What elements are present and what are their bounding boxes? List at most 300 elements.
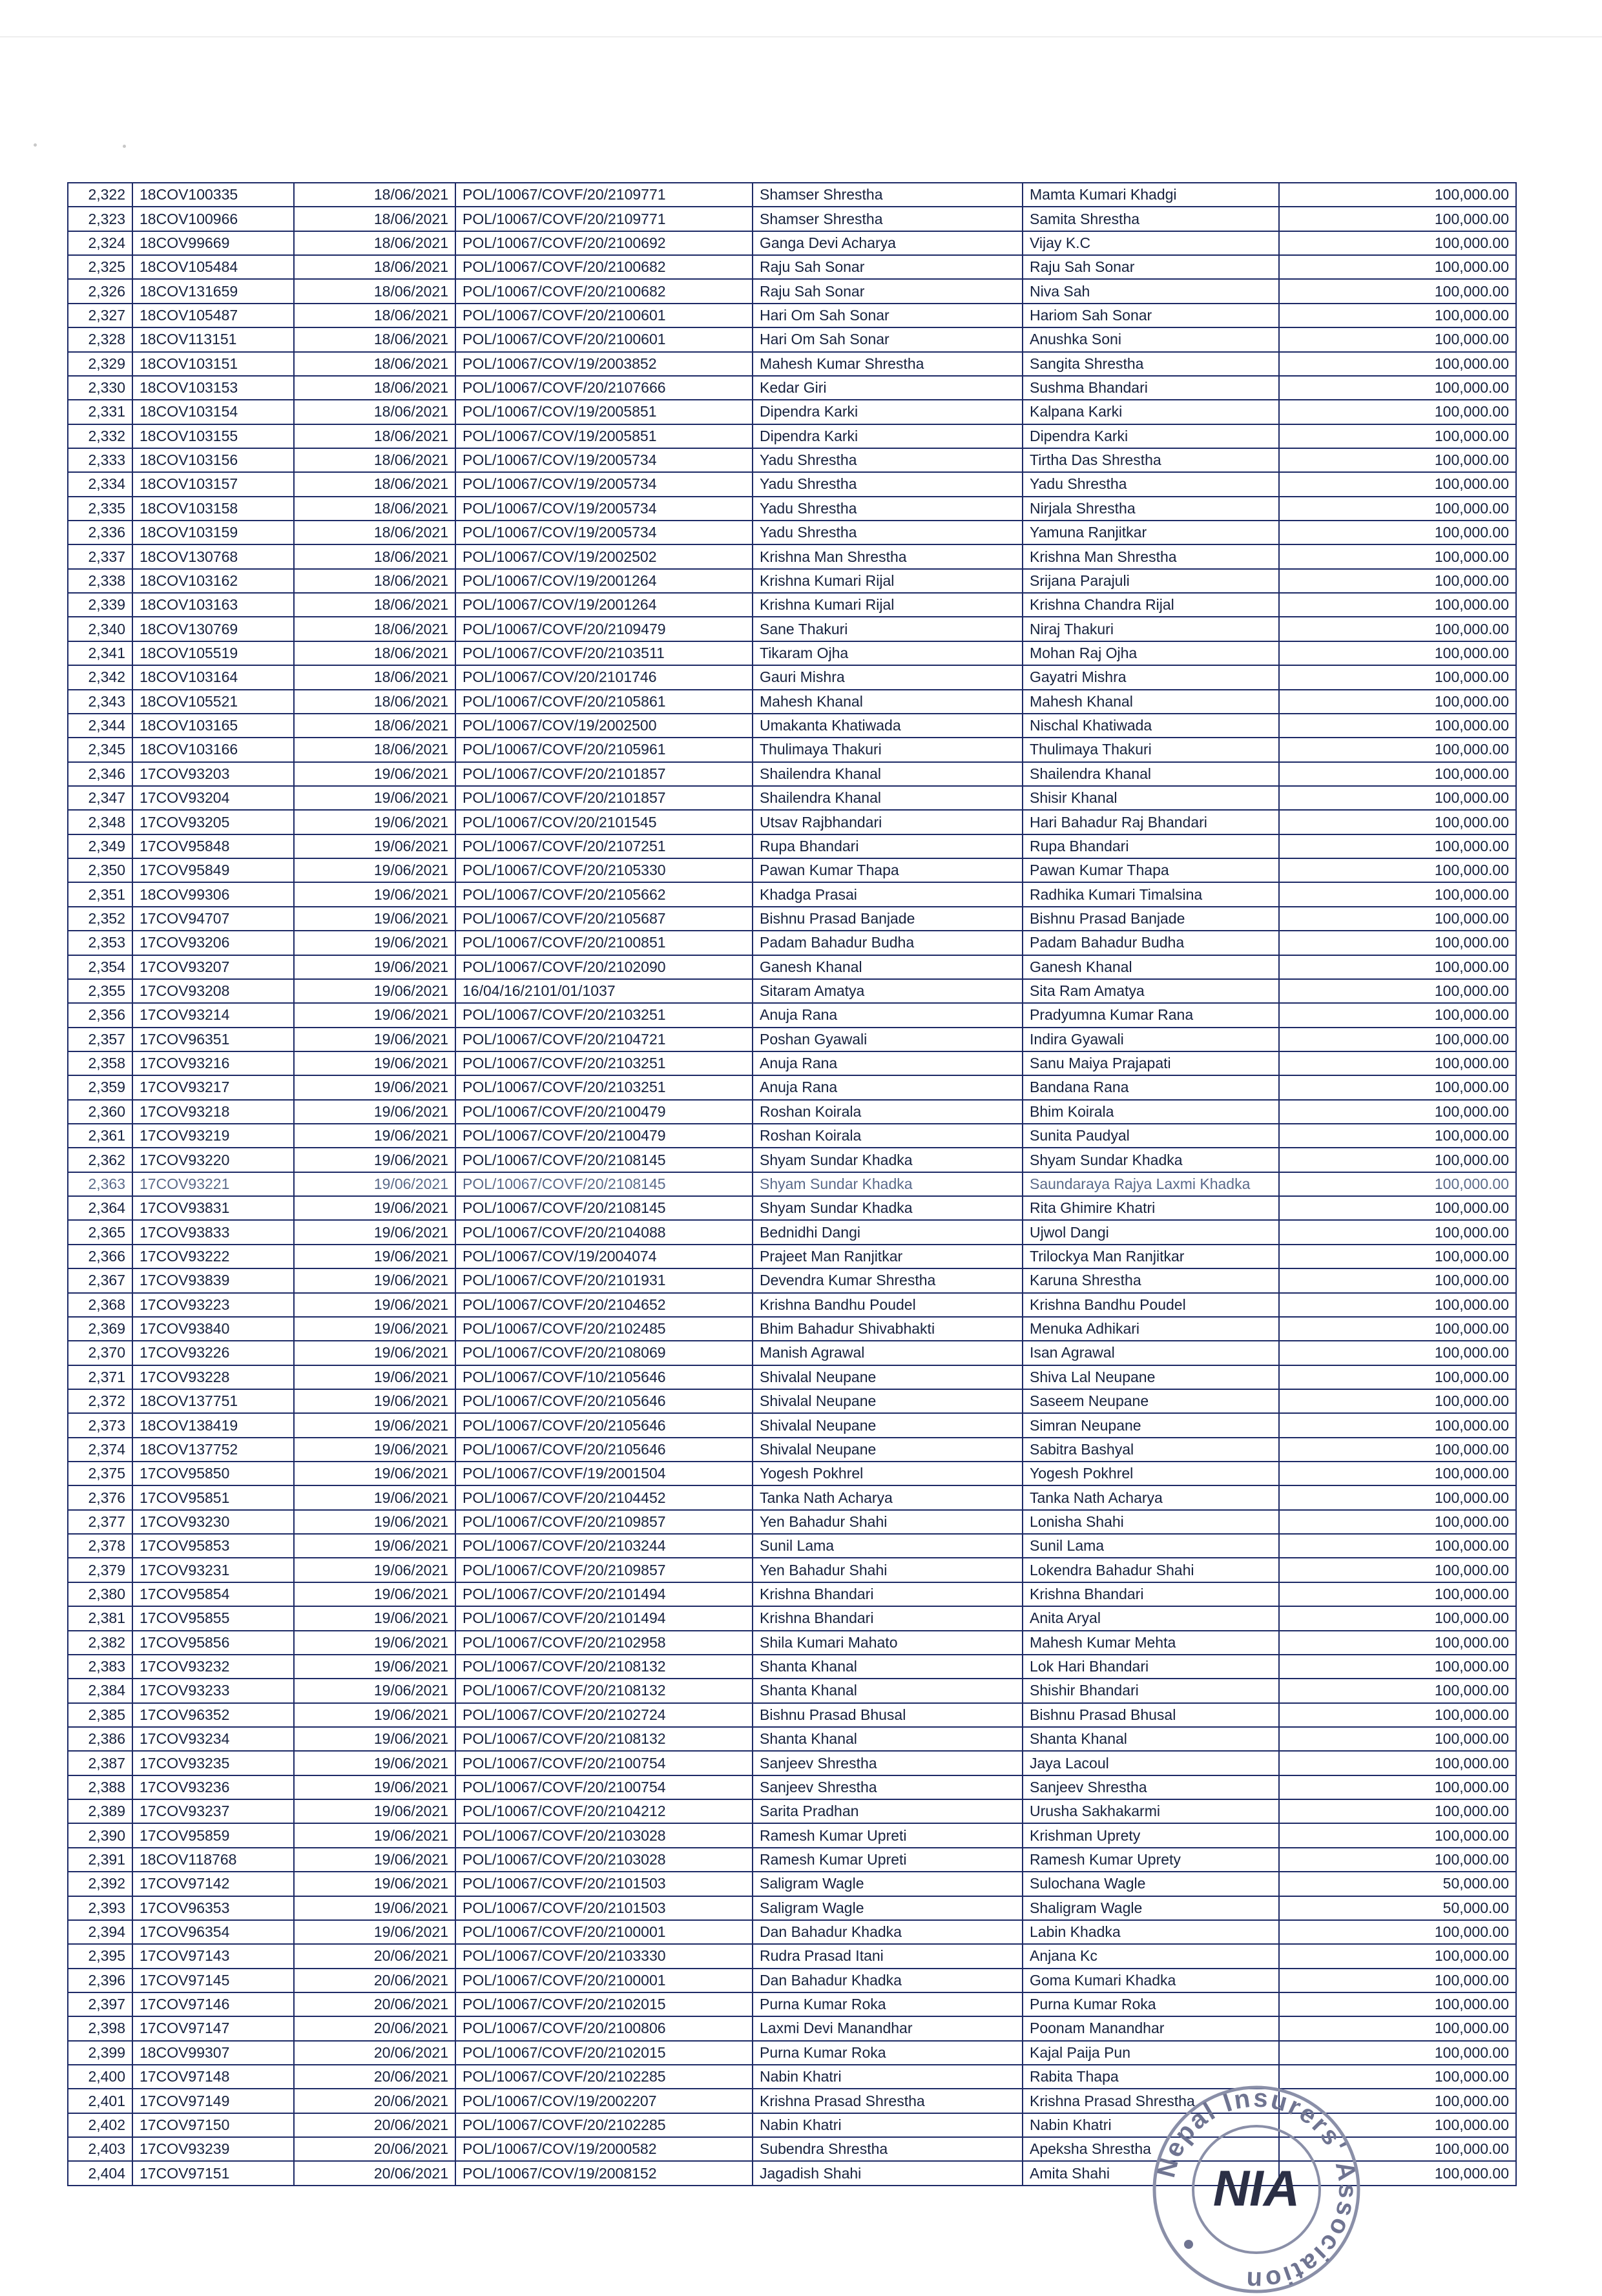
claim-date-cell: 19/06/2021 [294,1462,455,1485]
certificate-no-cell: 18COV105521 [132,690,294,714]
claim-amount-cell: 100,000.00 [1279,738,1516,761]
claim-date-cell: 20/06/2021 [294,2113,455,2137]
beneficiary-name-cell: Ganesh Khanal [1023,955,1279,979]
table-row [68,1196,1516,1220]
claim-date-cell: 20/06/2021 [294,2089,455,2113]
policy-no-cell: POL/10067/COVF/20/2102724 [455,1703,753,1727]
beneficiary-name-cell: Menuka Adhikari [1023,1317,1279,1341]
insured-name-cell: Anuja Rana [753,1051,1023,1075]
serial-no-cell: 2,359 [68,1075,132,1099]
serial-no-cell: 2,340 [68,617,132,641]
beneficiary-name-cell: Niva Sah [1023,279,1279,303]
certificate-no-cell: 17COV93226 [132,1341,294,1365]
policy-no-cell: POL/10067/COVF/20/2103251 [455,1075,753,1099]
claim-amount-cell: 100,000.00 [1279,352,1516,376]
claim-date-cell: 18/06/2021 [294,207,455,231]
claim-date-cell: 19/06/2021 [294,1727,455,1751]
policy-no-cell: POL/10067/COV/19/2005734 [455,497,753,521]
insured-name-cell: Yogesh Pokhrel [753,1462,1023,1485]
beneficiary-name-cell: Rupa Bhandari [1023,834,1279,858]
claim-amount-cell: 100,000.00 [1279,1944,1516,1968]
serial-no-cell: 2,404 [68,2161,132,2185]
claim-date-cell: 20/06/2021 [294,1992,455,2016]
policy-no-cell: POL/10067/COVF/20/2109857 [455,1558,753,1582]
certificate-no-cell: 18COV99307 [132,2041,294,2065]
beneficiary-name-cell: Shisir Khanal [1023,786,1279,810]
policy-no-cell: POL/10067/COVF/19/2001504 [455,1462,753,1485]
beneficiary-name-cell: Hari Bahadur Raj Bhandari [1023,810,1279,834]
policy-no-cell: POL/10067/COVF/20/2101503 [455,1872,753,1896]
beneficiary-name-cell: Padam Bahadur Budha [1023,931,1279,955]
serial-no-cell: 2,385 [68,1703,132,1727]
beneficiary-name-cell: Thulimaya Thakuri [1023,738,1279,761]
beneficiary-name-cell: Pawan Kumar Thapa [1023,858,1279,882]
serial-no-cell: 2,373 [68,1413,132,1437]
claim-amount-cell: 100,000.00 [1279,1389,1516,1413]
ledger-body [68,183,1516,2186]
beneficiary-name-cell: Krishna Chandra Rijal [1023,593,1279,617]
serial-no-cell: 2,341 [68,641,132,665]
beneficiary-name-cell: Lonisha Shahi [1023,1510,1279,1534]
table-row [68,1896,1516,1920]
insured-name-cell: Purna Kumar Roka [753,2041,1023,2065]
claim-date-cell: 18/06/2021 [294,569,455,593]
claim-date-cell: 19/06/2021 [294,1028,455,1051]
insured-name-cell: Sane Thakuri [753,617,1023,641]
policy-no-cell: POL/10067/COVF/20/2101494 [455,1606,753,1630]
claim-date-cell: 18/06/2021 [294,617,455,641]
policy-no-cell: POL/10067/COVF/20/2105961 [455,738,753,761]
policy-no-cell: POL/10067/COVF/20/2103330 [455,1944,753,1968]
certificate-no-cell: 17COV95856 [132,1631,294,1655]
beneficiary-name-cell: Vijay K.C [1023,231,1279,255]
policy-no-cell: POL/10067/COVF/20/2100851 [455,931,753,955]
certificate-no-cell: 17COV93230 [132,1510,294,1534]
beneficiary-name-cell: Sabitra Bashyal [1023,1438,1279,1462]
beneficiary-name-cell: Nabin Khatri [1023,2113,1279,2137]
claim-date-cell: 20/06/2021 [294,2161,455,2185]
claim-amount-cell: 100,000.00 [1279,1268,1516,1292]
policy-no-cell: POL/10067/COVF/20/2103251 [455,1003,753,1027]
insured-name-cell: Laxmi Devi Manandhar [753,2016,1023,2040]
serial-no-cell: 2,402 [68,2113,132,2137]
table-row [68,786,1516,810]
beneficiary-name-cell: Mohan Raj Ojha [1023,641,1279,665]
claim-date-cell: 20/06/2021 [294,1944,455,1968]
certificate-no-cell: 17COV93218 [132,1100,294,1124]
claim-date-cell: 20/06/2021 [294,2041,455,2065]
insured-name-cell: Poshan Gyawali [753,1028,1023,1051]
certificate-no-cell: 17COV96351 [132,1028,294,1051]
claim-amount-cell: 100,000.00 [1279,617,1516,641]
beneficiary-name-cell: Srijana Parajuli [1023,569,1279,593]
certificate-no-cell: 17COV97146 [132,1992,294,2016]
table-row [68,1389,1516,1413]
claim-amount-cell: 100,000.00 [1279,834,1516,858]
claim-amount-cell: 100,000.00 [1279,1124,1516,1148]
policy-no-cell: POL/10067/COV/19/2005734 [455,472,753,496]
certificate-no-cell: 17COV93839 [132,1268,294,1292]
insured-name-cell: Shanta Khanal [753,1655,1023,1679]
table-row [68,1075,1516,1099]
policy-no-cell: POL/10067/COV/19/2005851 [455,424,753,448]
certificate-no-cell: 17COV93217 [132,1075,294,1099]
policy-no-cell: POL/10067/COVF/20/2104652 [455,1293,753,1317]
policy-no-cell: POL/10067/COVF/20/2102485 [455,1317,753,1341]
certificate-no-cell: 17COV93233 [132,1679,294,1702]
policy-no-cell: POL/10067/COVF/20/2107666 [455,376,753,400]
serial-no-cell: 2,380 [68,1582,132,1606]
claim-date-cell: 19/06/2021 [294,1317,455,1341]
table-row [68,1245,1516,1268]
policy-no-cell: POL/10067/COVF/20/2104452 [455,1485,753,1509]
claim-amount-cell: 100,000.00 [1279,1582,1516,1606]
table-row [68,1124,1516,1148]
claim-date-cell: 19/06/2021 [294,1075,455,1099]
claim-amount-cell: 100,000.00 [1279,1196,1516,1220]
certificate-no-cell: 17COV93237 [132,1799,294,1823]
insured-name-cell: Utsav Rajbhandari [753,810,1023,834]
table-row [68,1775,1516,1799]
claim-date-cell: 19/06/2021 [294,1124,455,1148]
policy-no-cell: POL/10067/COVF/20/2100754 [455,1775,753,1799]
certificate-no-cell: 17COV93208 [132,979,294,1003]
claim-amount-cell: 100,000.00 [1279,1775,1516,1799]
policy-no-cell: POL/10067/COVF/20/2103028 [455,1823,753,1847]
table-row [68,858,1516,882]
insured-name-cell: Dan Bahadur Khadka [753,1920,1023,1944]
beneficiary-name-cell: Poonam Manandhar [1023,2016,1279,2040]
policy-no-cell: POL/10067/COVF/20/2100479 [455,1124,753,1148]
policy-no-cell: POL/10067/COV/19/2001264 [455,593,753,617]
certificate-no-cell: 18COV103155 [132,424,294,448]
insured-name-cell: Shailendra Khanal [753,786,1023,810]
serial-no-cell: 2,401 [68,2089,132,2113]
certificate-no-cell: 17COV97143 [132,1944,294,1968]
insured-name-cell: Mahesh Kumar Shrestha [753,352,1023,376]
serial-no-cell: 2,337 [68,544,132,568]
serial-no-cell: 2,398 [68,2016,132,2040]
serial-no-cell: 2,349 [68,834,132,858]
beneficiary-name-cell: Yamuna Ranjitkar [1023,521,1279,544]
insured-name-cell: Tikaram Ojha [753,641,1023,665]
serial-no-cell: 2,350 [68,858,132,882]
beneficiary-name-cell: Anjana Kc [1023,1944,1279,1968]
table-row [68,931,1516,955]
insured-name-cell: Raju Sah Sonar [753,279,1023,303]
certificate-no-cell: 17COV97151 [132,2161,294,2185]
claim-amount-cell: 100,000.00 [1279,1606,1516,1630]
claim-date-cell: 19/06/2021 [294,1679,455,1702]
table-row [68,1485,1516,1509]
claim-amount-cell: 100,000.00 [1279,882,1516,906]
insured-name-cell: Yadu Shrestha [753,448,1023,472]
policy-no-cell: POL/10067/COVF/20/2100001 [455,1920,753,1944]
certificate-no-cell: 18COV130768 [132,544,294,568]
claim-date-cell: 19/06/2021 [294,1606,455,1630]
serial-no-cell: 2,328 [68,327,132,351]
serial-no-cell: 2,379 [68,1558,132,1582]
policy-no-cell: POL/10067/COV/19/2005734 [455,448,753,472]
insured-name-cell: Yadu Shrestha [753,521,1023,544]
policy-no-cell: POL/10067/COVF/20/2101503 [455,1896,753,1920]
beneficiary-name-cell: Samita Shrestha [1023,207,1279,231]
policy-no-cell: POL/10067/COVF/20/2102090 [455,955,753,979]
claim-amount-cell: 100,000.00 [1279,1679,1516,1702]
serial-no-cell: 2,322 [68,183,132,207]
claim-date-cell: 19/06/2021 [294,858,455,882]
beneficiary-name-cell: Mahesh Khanal [1023,690,1279,714]
claim-amount-cell: 100,000.00 [1279,1969,1516,1992]
table-row [68,1823,1516,1847]
policy-no-cell: POL/10067/COV/19/2002502 [455,544,753,568]
insured-name-cell: Nabin Khatri [753,2065,1023,2089]
beneficiary-name-cell: Saundaraya Rajya Laxmi Khadka [1023,1172,1279,1196]
claim-amount-cell: 100,000.00 [1279,207,1516,231]
table-row [68,1172,1516,1196]
beneficiary-name-cell: Bishnu Prasad Bhusal [1023,1703,1279,1727]
insured-name-cell: Yadu Shrestha [753,472,1023,496]
table-row [68,521,1516,544]
serial-no-cell: 2,334 [68,472,132,496]
nia-seal [1150,2083,1363,2296]
insured-name-cell: Shivalal Neupane [753,1365,1023,1389]
claim-amount-cell: 50,000.00 [1279,1872,1516,1896]
certificate-no-cell: 18COV137751 [132,1389,294,1413]
claim-date-cell: 18/06/2021 [294,521,455,544]
claim-date-cell: 19/06/2021 [294,834,455,858]
table-row [68,1727,1516,1751]
insured-name-cell: Shivalal Neupane [753,1413,1023,1437]
claim-date-cell: 19/06/2021 [294,762,455,786]
serial-no-cell: 2,389 [68,1799,132,1823]
policy-no-cell: POL/10067/COVF/20/2103511 [455,641,753,665]
claim-amount-cell: 100,000.00 [1279,1148,1516,1172]
serial-no-cell: 2,339 [68,593,132,617]
certificate-no-cell: 17COV95859 [132,1823,294,1847]
serial-no-cell: 2,382 [68,1631,132,1655]
serial-no-cell: 2,332 [68,424,132,448]
insured-name-cell: Hari Om Sah Sonar [753,304,1023,327]
beneficiary-name-cell: Shyam Sundar Khadka [1023,1148,1279,1172]
serial-no-cell: 2,386 [68,1727,132,1751]
claim-date-cell: 19/06/2021 [294,1534,455,1558]
insured-name-cell: Krishna Prasad Shrestha [753,2089,1023,2113]
beneficiary-name-cell: Sunil Lama [1023,1534,1279,1558]
claim-date-cell: 19/06/2021 [294,1582,455,1606]
insured-name-cell: Anuja Rana [753,1075,1023,1099]
claim-amount-cell: 100,000.00 [1279,1823,1516,1847]
insured-name-cell: Mahesh Khanal [753,690,1023,714]
certificate-no-cell: 17COV93840 [132,1317,294,1341]
certificate-no-cell: 17COV96353 [132,1896,294,1920]
insured-name-cell: Shanta Khanal [753,1727,1023,1751]
insured-name-cell: Anuja Rana [753,1003,1023,1027]
claim-amount-cell: 100,000.00 [1279,1341,1516,1365]
certificate-no-cell: 17COV97149 [132,2089,294,2113]
certificate-no-cell: 17COV97145 [132,1969,294,1992]
table-row [68,617,1516,641]
beneficiary-name-cell: Shaligram Wagle [1023,1896,1279,1920]
certificate-no-cell: 17COV94707 [132,907,294,931]
certificate-no-cell: 18COV103156 [132,448,294,472]
claim-amount-cell: 100,000.00 [1279,1075,1516,1099]
policy-no-cell: POL/10067/COVF/20/2108132 [455,1655,753,1679]
certificate-no-cell: 18COV103164 [132,665,294,689]
insured-name-cell: Bednidhi Dangi [753,1220,1023,1244]
certificate-no-cell: 17COV93220 [132,1148,294,1172]
serial-no-cell: 2,324 [68,231,132,255]
certificate-no-cell: 18COV99306 [132,882,294,906]
policy-no-cell: POL/10067/COVF/20/2109771 [455,183,753,207]
policy-no-cell: POL/10067/COV/19/2008152 [455,2161,753,2185]
serial-no-cell: 2,338 [68,569,132,593]
certificate-no-cell: 18COV138419 [132,1413,294,1437]
policy-no-cell: POL/10067/COVF/20/2100601 [455,304,753,327]
insured-name-cell: Shamser Shrestha [753,207,1023,231]
policy-no-cell: POL/10067/COVF/20/2105646 [455,1389,753,1413]
insured-name-cell: Manish Agrawal [753,1341,1023,1365]
beneficiary-name-cell: Purna Kumar Roka [1023,1992,1279,2016]
insured-name-cell: Krishna Man Shrestha [753,544,1023,568]
beneficiary-name-cell: Anushka Soni [1023,327,1279,351]
table-row [68,424,1516,448]
table-row [68,327,1516,351]
claim-amount-cell: 100,000.00 [1279,497,1516,521]
beneficiary-name-cell: Shailendra Khanal [1023,762,1279,786]
table-row [68,1100,1516,1124]
insured-name-cell: Saligram Wagle [753,1872,1023,1896]
claim-amount-cell: 100,000.00 [1279,1920,1516,1944]
table-row [68,1148,1516,1172]
table-row [68,376,1516,400]
policy-no-cell: POL/10067/COVF/20/2100479 [455,1100,753,1124]
beneficiary-name-cell: Yadu Shrestha [1023,472,1279,496]
serial-no-cell: 2,387 [68,1751,132,1775]
serial-no-cell: 2,351 [68,882,132,906]
claim-date-cell: 18/06/2021 [294,690,455,714]
policy-no-cell: POL/10067/COVF/20/2105330 [455,858,753,882]
serial-no-cell: 2,331 [68,400,132,424]
insured-name-cell: Dipendra Karki [753,424,1023,448]
serial-no-cell: 2,323 [68,207,132,231]
claim-date-cell: 18/06/2021 [294,665,455,689]
policy-no-cell: POL/10067/COV/19/2003852 [455,352,753,376]
policy-no-cell: POL/10067/COVF/20/2101857 [455,786,753,810]
claim-date-cell: 18/06/2021 [294,497,455,521]
certificate-no-cell: 18COV103166 [132,738,294,761]
certificate-no-cell: 17COV95848 [132,834,294,858]
certificate-no-cell: 17COV96352 [132,1703,294,1727]
insured-name-cell: Krishna Kumari Rijal [753,593,1023,617]
certificate-no-cell: 18COV118768 [132,1848,294,1872]
claim-amount-cell: 100,000.00 [1279,955,1516,979]
serial-no-cell: 2,375 [68,1462,132,1485]
claim-amount-cell: 100,000.00 [1279,907,1516,931]
policy-no-cell: POL/10067/COVF/20/2102285 [455,2065,753,2089]
claim-amount-cell: 100,000.00 [1279,521,1516,544]
beneficiary-name-cell: Goma Kumari Khadka [1023,1969,1279,1992]
claim-amount-cell: 100,000.00 [1279,690,1516,714]
claim-amount-cell: 100,000.00 [1279,2161,1516,2185]
claim-amount-cell: 100,000.00 [1279,1848,1516,1872]
table-row [68,882,1516,906]
serial-no-cell: 2,347 [68,786,132,810]
serial-no-cell: 2,329 [68,352,132,376]
beneficiary-name-cell: Yogesh Pokhrel [1023,1462,1279,1485]
insured-name-cell: Bishnu Prasad Banjade [753,907,1023,931]
claim-amount-cell: 100,000.00 [1279,255,1516,279]
certificate-no-cell: 18COV103162 [132,569,294,593]
certificate-no-cell: 17COV95855 [132,1606,294,1630]
beneficiary-name-cell: Radhika Kumari Timalsina [1023,882,1279,906]
claim-date-cell: 19/06/2021 [294,1245,455,1268]
insured-name-cell: Shyam Sundar Khadka [753,1148,1023,1172]
claim-date-cell: 19/06/2021 [294,1172,455,1196]
policy-no-cell: POL/10067/COVF/20/2105687 [455,907,753,931]
certificate-no-cell: 17COV93833 [132,1220,294,1244]
claim-date-cell: 18/06/2021 [294,714,455,738]
claim-date-cell: 19/06/2021 [294,810,455,834]
claim-amount-cell: 100,000.00 [1279,2065,1516,2089]
beneficiary-name-cell: Pradyumna Kumar Rana [1023,1003,1279,1027]
insured-name-cell: Krishna Bhandari [753,1606,1023,1630]
claim-amount-cell: 100,000.00 [1279,1655,1516,1679]
insured-name-cell: Shailendra Khanal [753,762,1023,786]
claim-date-cell: 18/06/2021 [294,472,455,496]
insured-name-cell: Roshan Koirala [753,1100,1023,1124]
policy-no-cell: POL/10067/COVF/20/2105662 [455,882,753,906]
scan-speck [34,143,37,147]
serial-no-cell: 2,371 [68,1365,132,1389]
claim-date-cell: 19/06/2021 [294,1896,455,1920]
certificate-no-cell: 18COV103159 [132,521,294,544]
claim-date-cell: 18/06/2021 [294,255,455,279]
serial-no-cell: 2,374 [68,1438,132,1462]
beneficiary-name-cell: Simran Neupane [1023,1413,1279,1437]
beneficiary-name-cell: Sulochana Wagle [1023,1872,1279,1896]
serial-no-cell: 2,369 [68,1317,132,1341]
claim-date-cell: 19/06/2021 [294,1341,455,1365]
insured-name-cell: Gauri Mishra [753,665,1023,689]
policy-no-cell: POL/10067/COVF/20/2102285 [455,2113,753,2137]
seal-monogram: NIA [1212,2160,1300,2217]
policy-no-cell: POL/10067/COVF/20/2103251 [455,1051,753,1075]
claim-amount-cell: 100,000.00 [1279,1485,1516,1509]
certificate-no-cell: 17COV93219 [132,1124,294,1148]
claim-date-cell: 18/06/2021 [294,593,455,617]
claim-amount-cell: 100,000.00 [1279,1413,1516,1437]
certificate-no-cell: 17COV93223 [132,1293,294,1317]
claim-amount-cell: 100,000.00 [1279,376,1516,400]
beneficiary-name-cell: Ujwol Dangi [1023,1220,1279,1244]
claim-date-cell: 18/06/2021 [294,738,455,761]
table-row [68,1558,1516,1582]
insured-name-cell: Bishnu Prasad Bhusal [753,1703,1023,1727]
policy-no-cell: POL/10067/COVF/20/2104088 [455,1220,753,1244]
certificate-no-cell: 17COV93228 [132,1365,294,1389]
serial-no-cell: 2,356 [68,1003,132,1027]
policy-no-cell: POL/10067/COVF/20/2100692 [455,231,753,255]
policy-no-cell: POL/10067/COVF/20/2100682 [455,279,753,303]
certificate-no-cell: 18COV105487 [132,304,294,327]
beneficiary-name-cell: Krishna Prasad Shrestha [1023,2089,1279,2113]
insured-name-cell: Subendra Shrestha [753,2137,1023,2161]
claim-amount-cell: 100,000.00 [1279,400,1516,424]
claim-amount-cell: 100,000.00 [1279,231,1516,255]
table-row [68,1534,1516,1558]
table-row [68,810,1516,834]
